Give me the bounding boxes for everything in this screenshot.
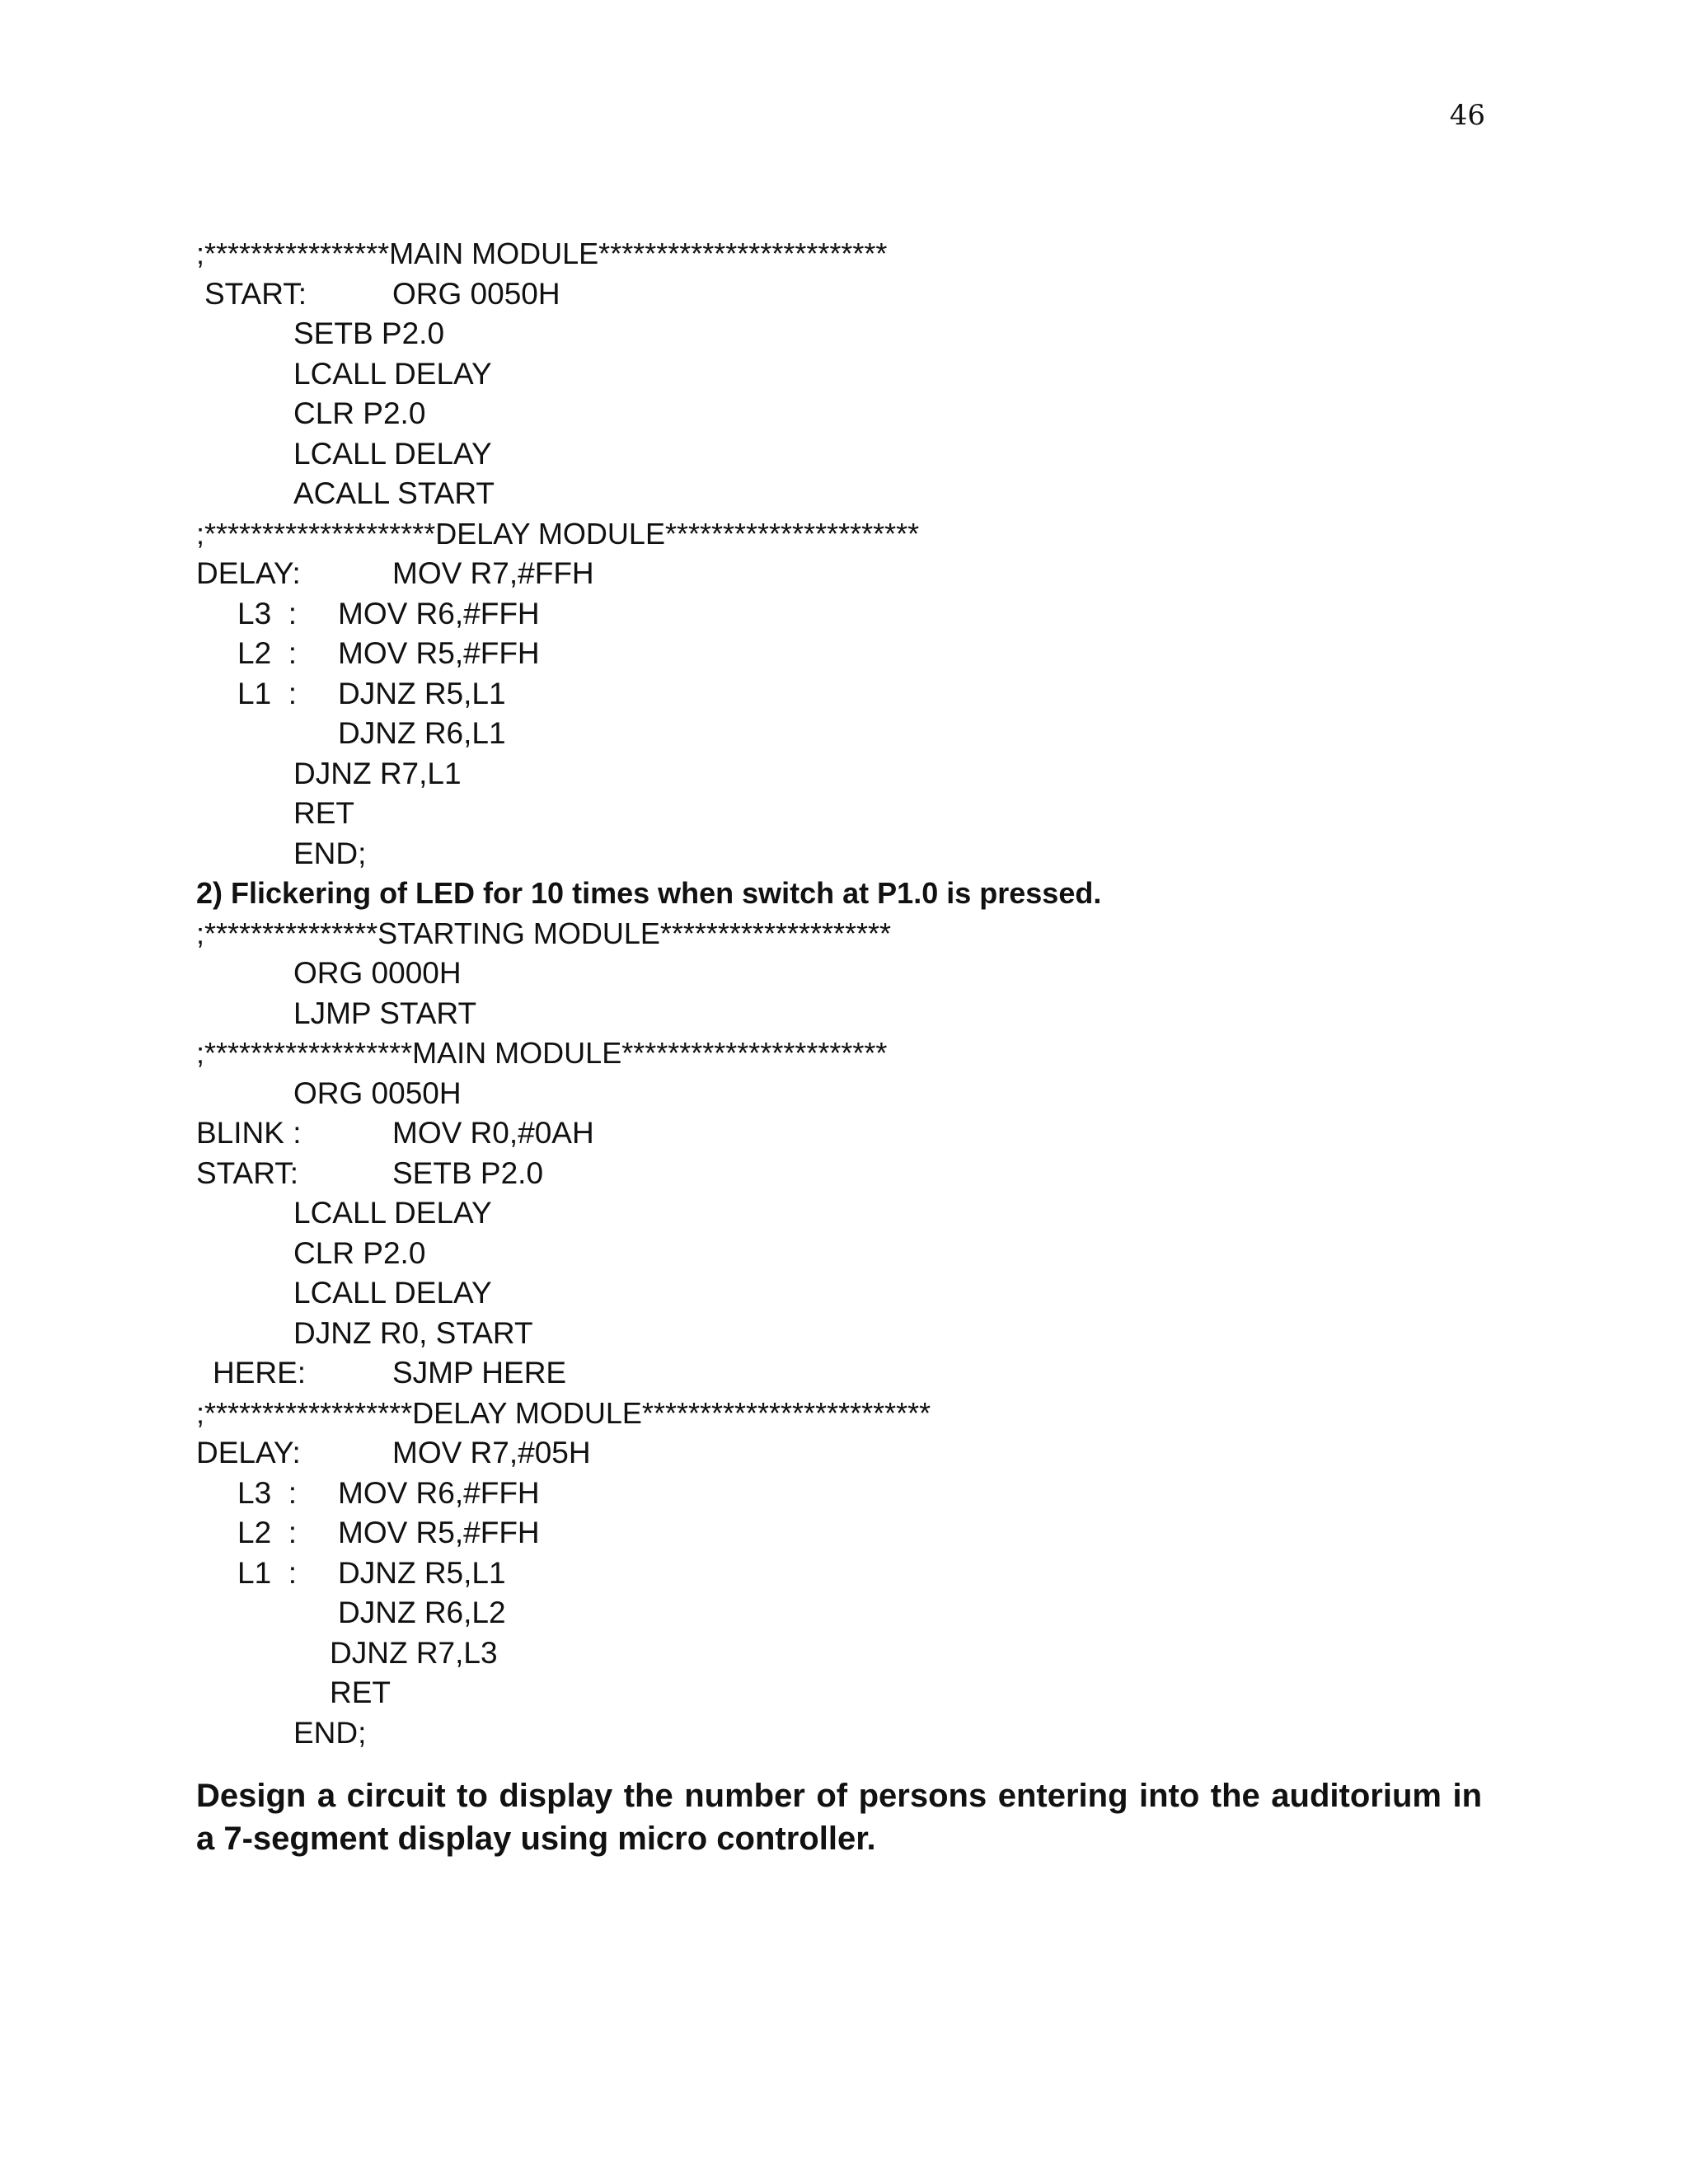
code-label: START: [196,1155,299,1190]
code-line [196,1673,1597,1713]
code-line [196,834,1597,874]
code-instruction: MOV R5,#FFH [338,1516,540,1549]
main-module-comment: ;****************MAIN MODULE************************* [196,237,888,270]
code-listing [196,234,1597,1753]
code-instruction: SJMP HERE [392,1356,567,1390]
code-label: L3 : [237,596,297,630]
code-line [196,434,1597,475]
code-instruction: LJMP START [293,996,477,1030]
code-label: DELAY: [196,556,301,590]
code-line [196,1633,1597,1674]
code-instruction: MOV R5,#FFH [338,636,540,670]
code-line [196,1273,1597,1314]
code-line [196,314,1597,354]
code-line [196,1193,1597,1234]
code-instruction: DJNZ R0, START [293,1315,533,1350]
code-instruction: DJNZ R6,L2 [338,1596,506,1629]
code-line [196,354,1597,395]
code-line [196,474,1597,514]
code-line [196,1593,1597,1633]
code-label: DELAY: [196,1436,301,1469]
code-instruction: SETB P2.0 [293,316,445,350]
code-instruction: ORG 0050H [392,276,560,311]
code-instruction: DJNZ R7,L1 [293,756,462,790]
code-line [196,1474,1597,1514]
code-instruction: LCALL DELAY [293,436,492,471]
code-instruction: DJNZ R6,L1 [338,716,506,750]
code-label: L2 : [237,1516,297,1549]
code-label: START: [204,276,307,311]
code-line [196,1554,1597,1594]
main-module-comment: ;******************MAIN MODULE*********************** [196,1036,888,1070]
code-instruction: MOV R7,#05H [392,1436,591,1469]
code-line [196,634,1597,674]
code-instruction: LCALL DELAY [293,356,492,391]
code-line [196,1234,1597,1274]
code-instruction: RET [330,1675,391,1709]
code-line [196,1154,1597,1194]
code-line [196,554,1597,594]
code-instruction: SETB P2.0 [392,1155,544,1190]
code-line [196,754,1597,794]
code-label: L1 : [237,676,297,710]
code-instruction: DJNZ R5,L1 [338,1555,506,1590]
code-label: L2 : [237,636,297,670]
code-line [196,994,1597,1034]
code-label: L3 : [237,1475,297,1510]
code-line [196,274,1597,315]
code-line [196,1074,1597,1114]
section-subheading: 2) Flickering of LED for 10 times when switch at P1.0 is pressed. [196,876,1102,910]
code-instruction: END; [293,1715,367,1750]
code-instruction: ACALL START [293,476,495,510]
exercise-question: Design a circuit to display the number of persons entering into the auditorium in a 7-segment display using micro controller. [196,1778,1482,1857]
code-line [196,1433,1597,1474]
code-line [196,1314,1597,1354]
code-label: BLINK : [196,1116,302,1150]
code-instruction: MOV R6,#FFH [338,1475,540,1510]
code-instruction: ORG 0050H [293,1076,462,1110]
code-instruction: ORG 0000H [293,956,462,990]
code-instruction: MOV R0,#0AH [392,1116,594,1150]
code-line [196,394,1597,434]
code-line [196,714,1597,754]
code-line [196,674,1597,715]
code-instruction: DJNZ R7,L3 [330,1635,498,1670]
code-instruction: DJNZ R5,L1 [338,676,506,710]
code-instruction: RET [293,796,354,830]
code-line [196,1113,1597,1154]
code-instruction: LCALL DELAY [293,1276,492,1310]
code-line [196,1713,1597,1754]
page-number: 46 [1449,99,1485,132]
code-line [196,1513,1597,1554]
code-instruction: END; [293,836,367,870]
delay-module-comment: ;********************DELAY MODULE********************** [196,516,920,551]
starting-module-comment: ;***************STARTING MODULE******************** [196,916,892,950]
code-instruction: MOV R6,#FFH [338,596,540,630]
code-instruction: CLR P2.0 [293,1235,426,1270]
code-line [196,794,1597,834]
code-line [196,1353,1597,1394]
code-instruction: MOV R7,#FFH [392,556,594,590]
code-instruction: LCALL DELAY [293,1196,492,1230]
code-line [196,954,1597,994]
code-label: HERE: [213,1356,307,1390]
code-label: L1 : [237,1555,297,1590]
delay-module-comment: ;******************DELAY MODULE************************* [196,1395,931,1430]
code-instruction: CLR P2.0 [293,396,426,430]
code-line [196,594,1597,635]
